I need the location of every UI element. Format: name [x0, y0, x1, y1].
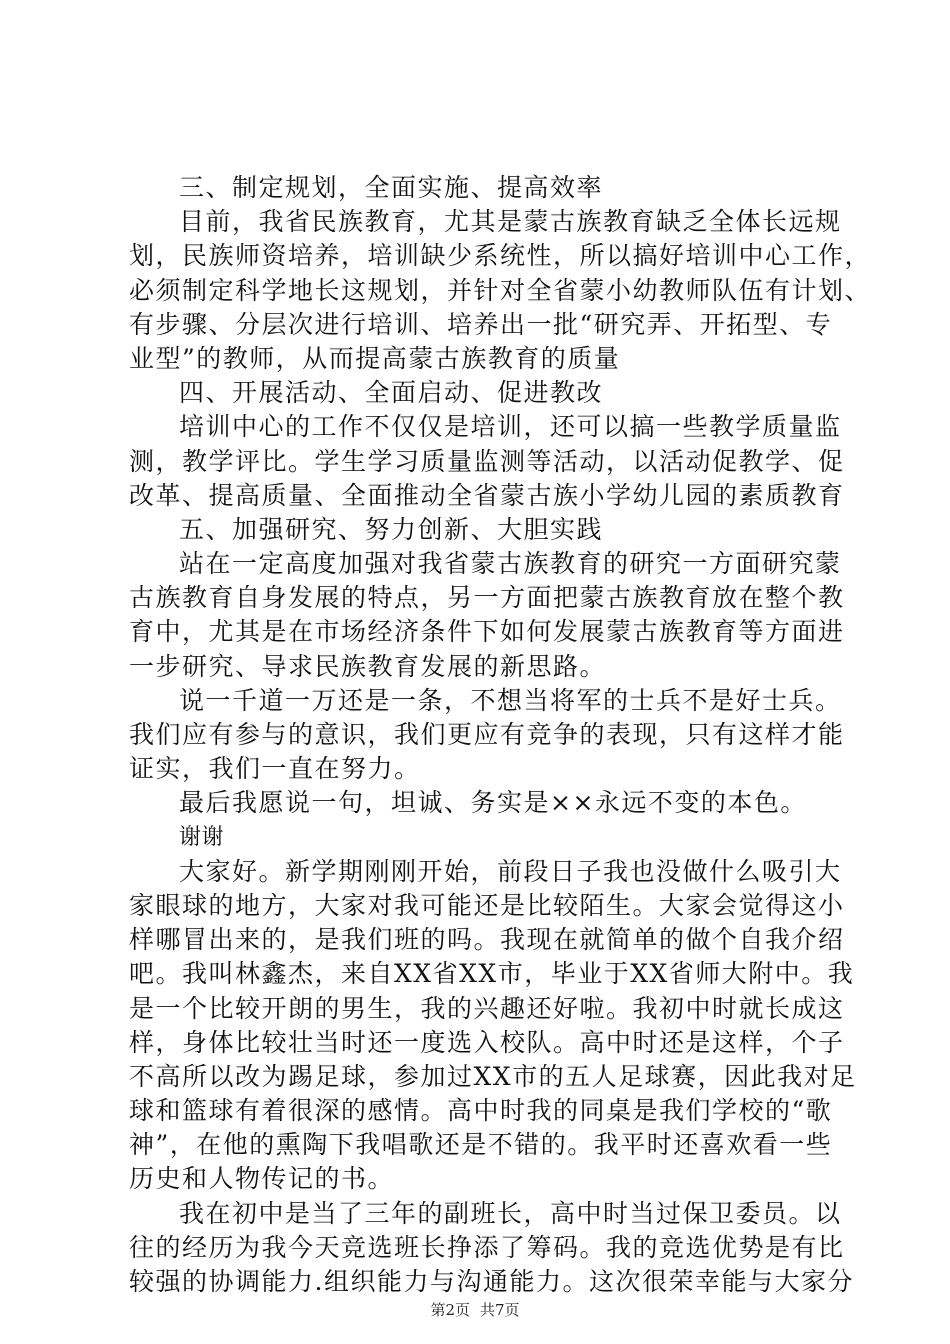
paragraph-line: 神”，在他的熏陶下我唱歌还是不错的。我平时还喜欢看一些 [129, 1130, 833, 1160]
paragraph-line: 往的经历为我今天竞选班长挣添了筹码。我的竞选优势是有比 [129, 1232, 845, 1262]
page-total: 共7页 [480, 1301, 520, 1319]
paragraph-line: 大家好。新学期刚刚开始，前段日子我也没做什么吸引大 [179, 856, 842, 886]
paragraph-line: 证实，我们一直在努力。 [129, 754, 421, 784]
closing-thanks: 谢谢 [179, 824, 225, 850]
paragraph-line: 是一个比较开朗的男生，我的兴趣还好啦。我初中时就长成这 [129, 993, 845, 1023]
paragraph-line: 培训中心的工作不仅仅是培训，还可以搞一些教学质量监 [179, 412, 842, 442]
paragraph-line: 家眼球的地方，大家对我可能还是比较陌生。大家会觉得这小 [129, 890, 845, 920]
paragraph-line: 我们应有参与的意识，我们更应有竞争的表现，只有这样才能 [129, 720, 845, 749]
paragraph-line: 球和篮球有着很深的感情。高中时我的同桌是我们学校的“歌 [129, 1096, 833, 1126]
paragraph-line: 目前，我省民族教育，尤其是蒙古族教育缺乏全体长远规 [179, 207, 842, 237]
paragraph-line: 划，民族师资培养，培训缺少系统性，所以搞好培训中心工作， [129, 241, 872, 271]
paragraph-line: 不高所以改为踢足球，参加过XX市的五人足球赛，因此我对足 [129, 1061, 857, 1091]
document-body [129, 171, 872, 1299]
paragraph-line: 最后我愿说一句，坦诚、务实是××永远不变的本色。 [179, 788, 807, 818]
section-heading: 四、开展活动、全面启动、促进教改 [179, 378, 604, 408]
paragraph-line: 一步研究、导求民族教育发展的新思路。 [129, 651, 607, 681]
paragraph-line: 样，身体比较壮当时还一度选入校队。高中时还是这样，个子 [129, 1027, 845, 1057]
paragraph-line: 古族教育自身发展的特点，另一方面把蒙古族教育放在整个教 [129, 583, 845, 613]
paragraph-line: 必须制定科学地长这规划，并针对全省蒙小幼教师队伍有计划、 [129, 275, 872, 305]
paragraph-line: 历史和人物传记的书。 [129, 1164, 395, 1194]
paragraph-line: 育中，尤其是在市场经济条件下如何发展蒙古族教育等方面进 [129, 617, 845, 647]
paragraph-line: 有步骤、分层次进行培训、培养出一批“研究弄、开拓型、专 [129, 309, 833, 339]
paragraph-line: 业型”的教师，从而提高蒙古族教育的质量 [129, 343, 621, 373]
section-heading: 五、加强研究、努力创新、大胆实践 [179, 514, 604, 544]
paragraph-line: 改革、提高质量、全面推动全省蒙古族小学幼儿园的素质教育 [129, 480, 845, 510]
paragraph-line: 样哪冒出来的，是我们班的吗。我现在就简单的做个自我介绍 [129, 925, 845, 955]
page-number: 第2页 [430, 1301, 470, 1319]
paragraph-line: 我在初中是当了三年的副班长，高中时当过保卫委员。以 [179, 1198, 842, 1228]
page-footer [0, 1300, 950, 1320]
paragraph-line: 测，教学评比。学生学习质量监测等活动，以活动促教学、促 [129, 446, 845, 476]
paragraph-line: 说一千道一万还是一条，不想当将军的士兵不是好士兵。 [179, 685, 842, 715]
paragraph-line: 吧。我叫林鑫杰，来自XX省XX市，毕业于XX省师大附中。我 [129, 959, 855, 989]
section-heading: 三、制定规划，全面实施、提高效率 [179, 173, 604, 202]
paragraph-line: 站在一定高度加强对我省蒙古族教育的研究一方面研究蒙 [179, 549, 842, 579]
paragraph-line: 较强的协调能力.组织能力与沟通能力。这次很荣幸能与大家分 [129, 1267, 854, 1296]
